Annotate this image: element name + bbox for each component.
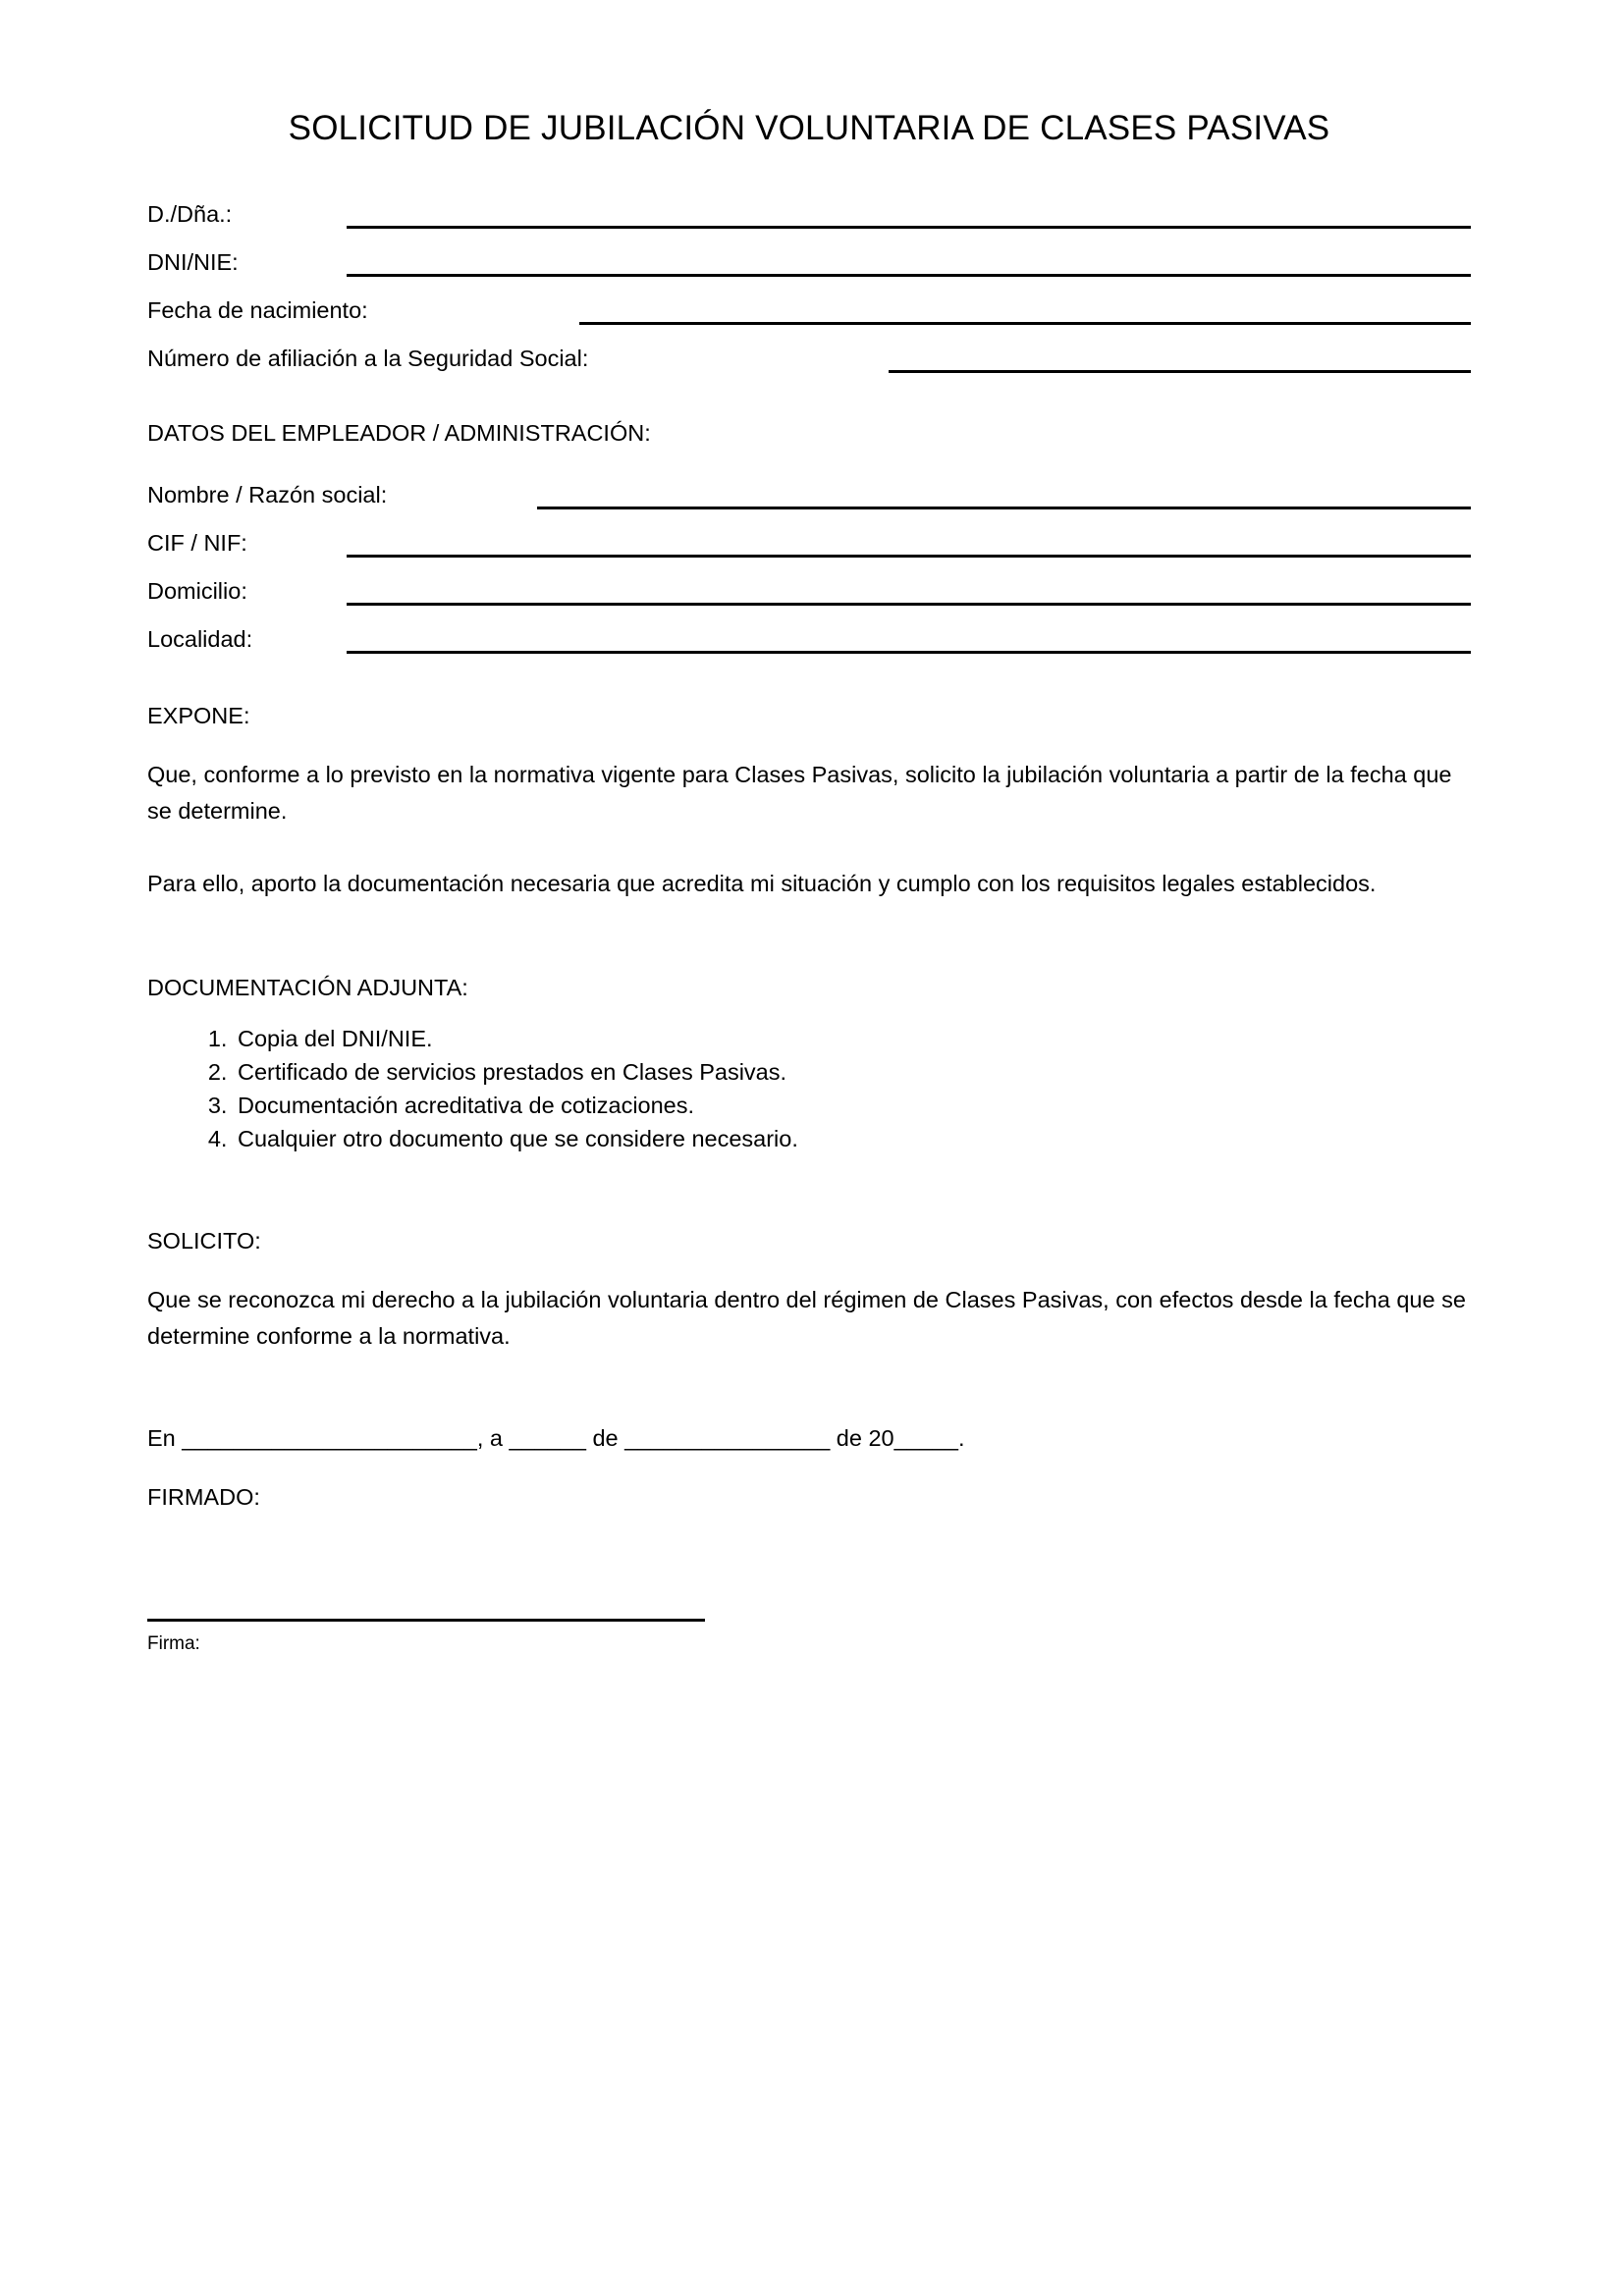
field-row-localidad [147, 615, 1471, 664]
field-label-nombre: D./Dña.: [147, 201, 233, 227]
solicito-paragraph: Que se reconozca mi derecho a la jubilación voluntaria dentro del régimen de Clases Pasivas, con efectos desde la fecha que se determine conforme a la normativa. [147, 1287, 1466, 1349]
field-row-fecha-nacimiento [147, 287, 1471, 335]
field-label-razon-social: Nombre / Razón social: [147, 481, 388, 507]
date-place-line[interactable]: En _______________________, a ______ de ________________ de 20_____. [147, 1425, 965, 1451]
field-row-afiliacion [147, 335, 1471, 383]
field-label-afiliacion: Número de afiliación a la Seguridad Social: [147, 346, 589, 371]
applicant-fields-group [147, 190, 1471, 383]
expone-paragraph-2: Para ello, aporto la documentación necesaria que acredita mi situación y cumplo con los requisitos legales establecidos. [147, 871, 1377, 896]
field-row-dni [147, 239, 1471, 287]
field-rule-nombre[interactable] [347, 226, 1471, 229]
signature-section [147, 1427, 1471, 1653]
list-item: 2. Certificado de servicios prestados en Clases Pasivas. [234, 1055, 1471, 1089]
field-label-fecha-nacimiento: Fecha de nacimiento: [147, 297, 368, 323]
field-rule-razon-social[interactable] [537, 507, 1471, 509]
field-rule-afiliacion[interactable] [889, 370, 1471, 373]
firmado-label: FIRMADO: [147, 1483, 260, 1510]
field-label-localidad: Localidad: [147, 625, 253, 652]
field-row-domicilio [147, 567, 1471, 615]
expone-section [147, 702, 1471, 903]
field-row-razon-social [147, 471, 1471, 519]
solicito-section [147, 1227, 1471, 1356]
field-rule-dni[interactable] [347, 274, 1471, 277]
list-item: 1. Copia del DNI/NIE. [234, 1022, 1471, 1055]
field-rule-cif-nif[interactable] [347, 555, 1471, 558]
field-row-cif-nif [147, 519, 1471, 567]
page-title: SOLICITUD DE JUBILACIÓN VOLUNTARIA DE CLASES PASIVAS [288, 109, 1330, 147]
field-rule-fecha-nacimiento[interactable] [579, 322, 1471, 325]
documentation-section-heading: DOCUMENTACIÓN ADJUNTA: [147, 975, 468, 1000]
documentation-section [147, 977, 1471, 1155]
solicito-section-heading: SOLICITO: [147, 1227, 261, 1254]
employer-section [147, 422, 1471, 664]
field-row-nombre [147, 190, 1471, 239]
field-rule-domicilio[interactable] [347, 603, 1471, 606]
firma-label: Firma: [147, 1633, 200, 1654]
expone-section-heading: EXPONE: [147, 702, 250, 728]
document-body [147, 0, 1471, 1653]
documentation-list [147, 1022, 1471, 1155]
field-rule-localidad[interactable] [347, 651, 1471, 654]
employer-section-heading: DATOS DEL EMPLEADOR / ADMINISTRACIÓN: [147, 420, 651, 446]
field-label-cif-nif: CIF / NIF: [147, 529, 247, 556]
field-label-dni: DNI/NIE: [147, 249, 239, 275]
list-item: 3. Documentación acreditativa de cotizaciones. [234, 1089, 1471, 1122]
field-label-domicilio: Domicilio: [147, 577, 247, 604]
list-item: 4. Cualquier otro documento que se considere necesario. [234, 1122, 1471, 1155]
expone-paragraph-1: Que, conforme a lo previsto en la normativa vigente para Clases Pasivas, solicito la jubilación voluntaria a partir de la fecha que se determine. [147, 762, 1452, 824]
